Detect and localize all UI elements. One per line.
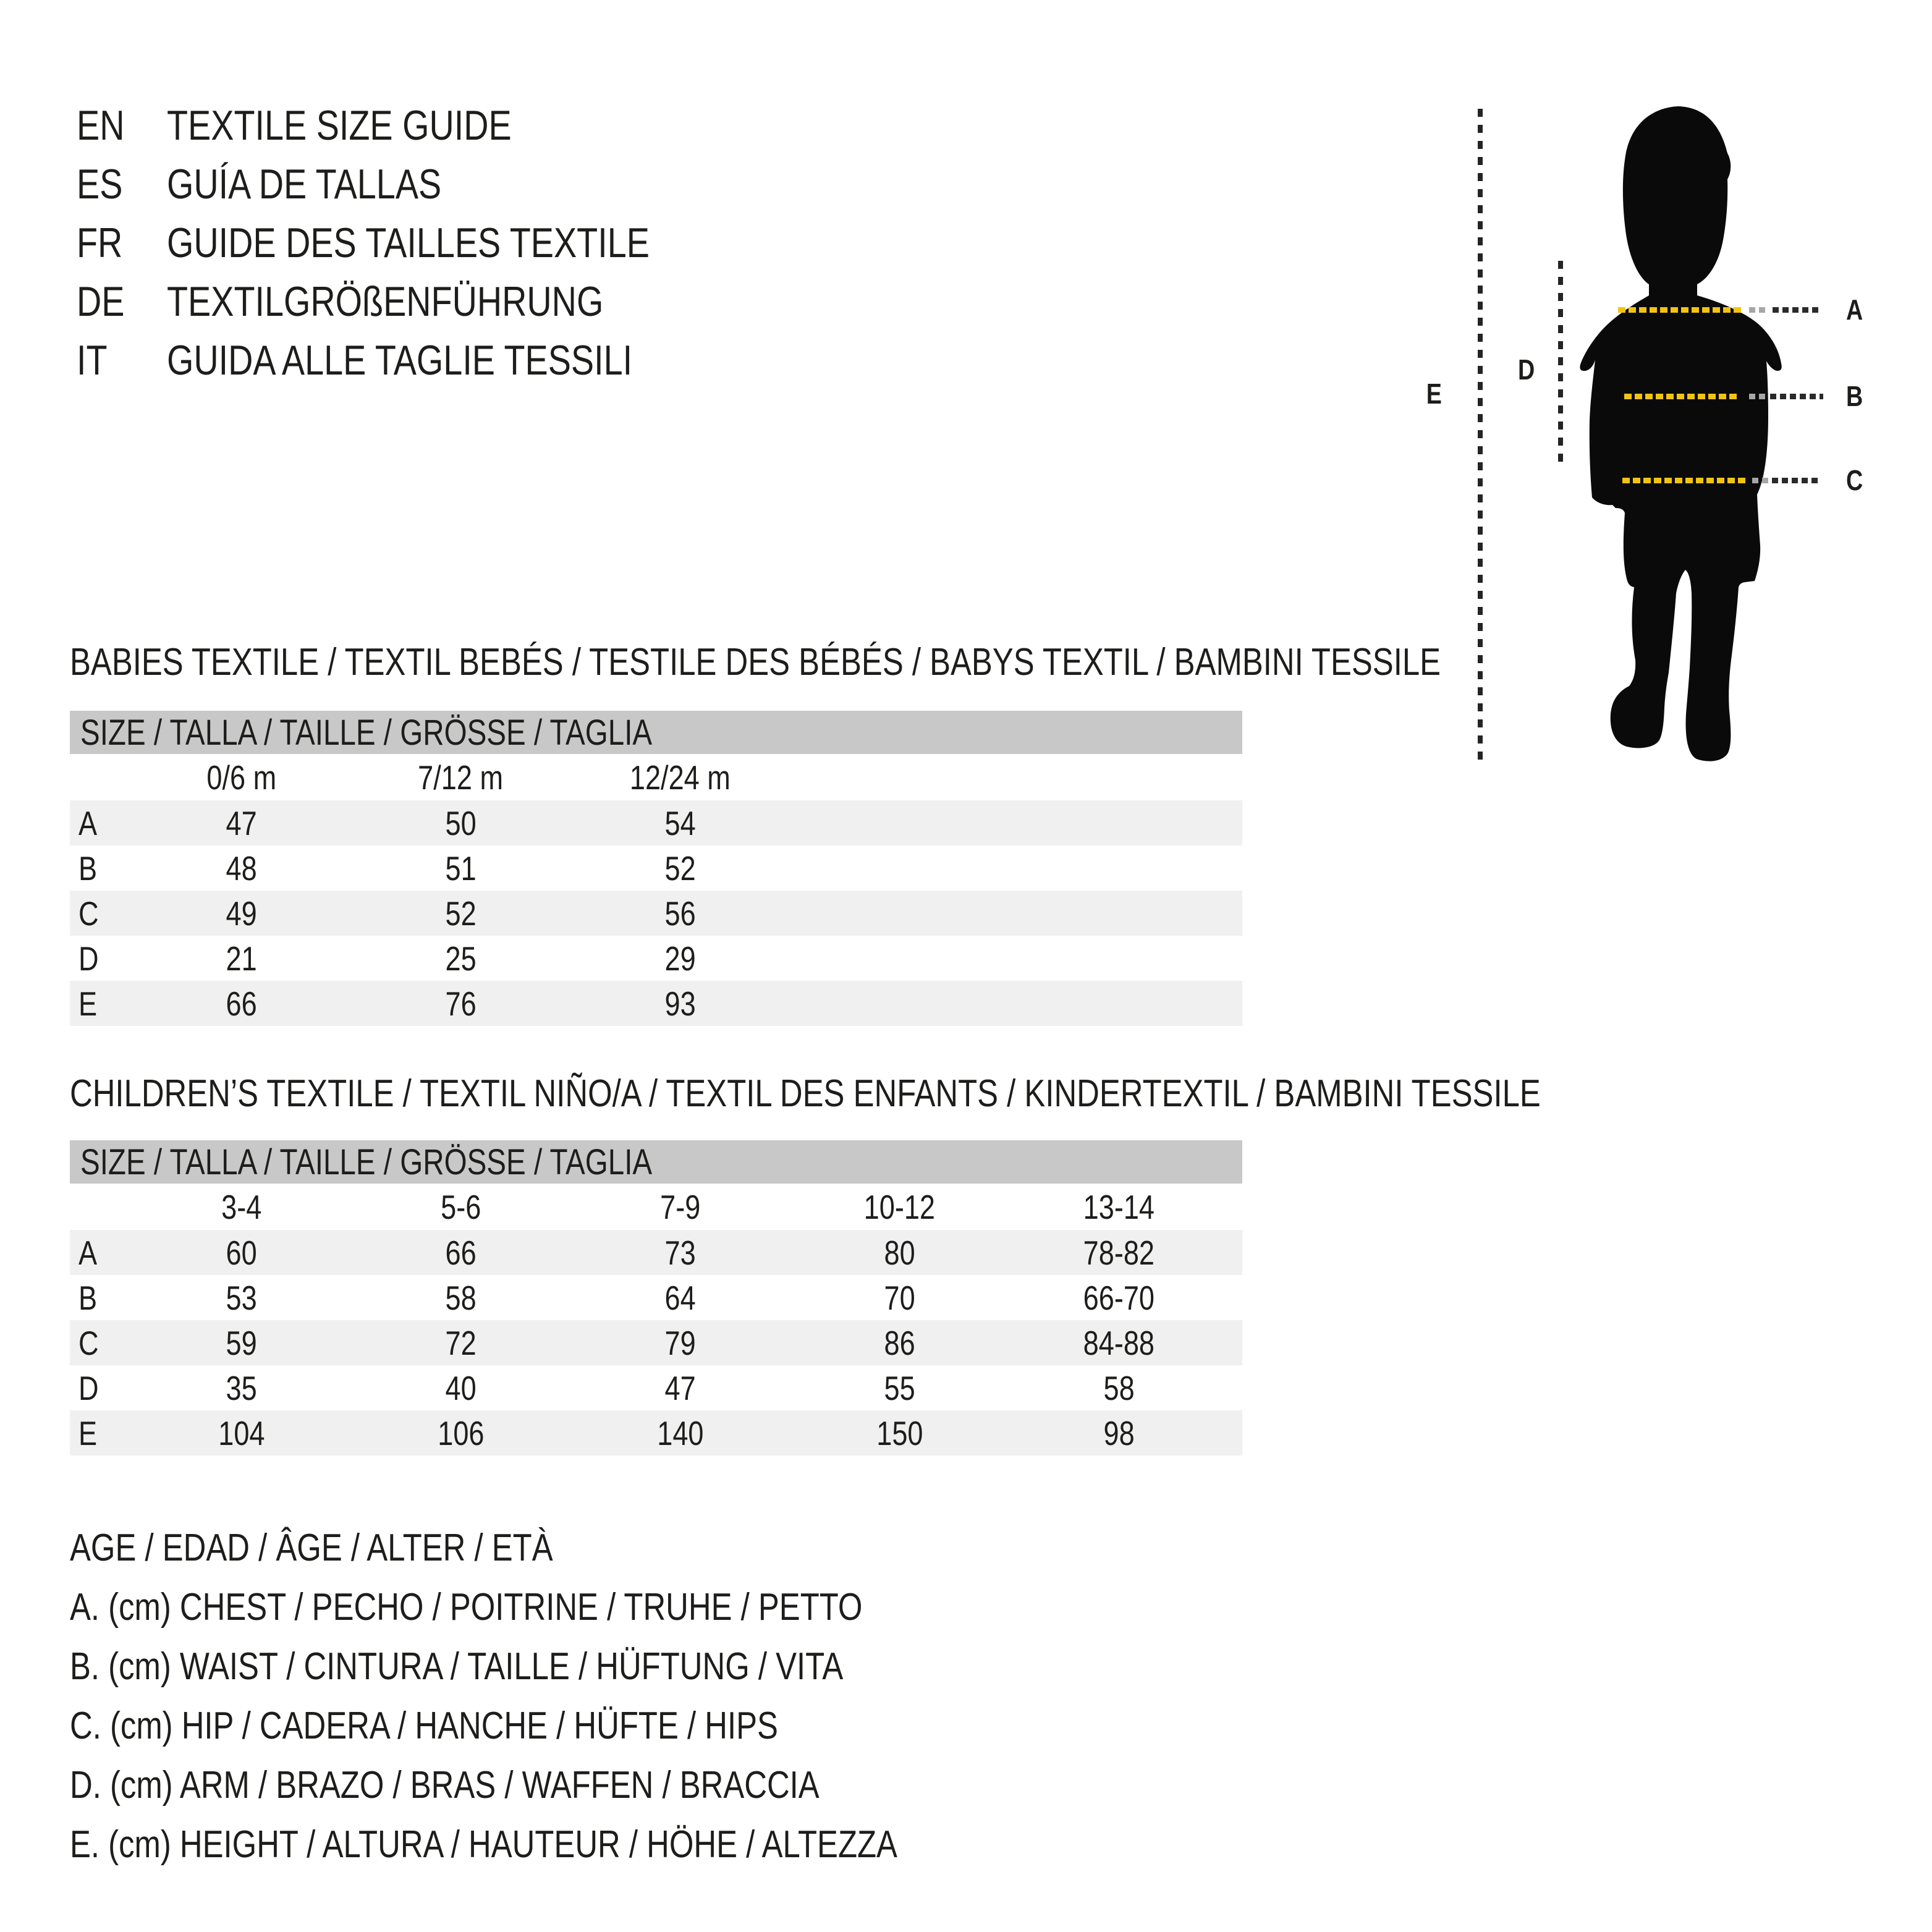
table-cell: 53 [226,1278,257,1317]
chest-line-yellow-dashes [1618,307,1742,313]
children-size-header-band [70,1140,1242,1184]
arm-measure-line-D [1558,261,1563,470]
row-label: D [78,939,99,978]
table-cell: 55 [884,1368,915,1407]
waist-line-dark-dashes [1770,394,1823,399]
hip-line-dark-dashes [1772,478,1821,483]
language-row-es [77,155,755,213]
table-cell: 140 [656,1413,704,1452]
measure-label-hip-C: C [1846,464,1863,496]
table-row [70,891,1242,936]
babies-size-table [70,711,1242,1026]
language-guide-title: TEXTILE SIZE GUIDE [167,101,512,149]
table-cell: 25 [445,939,477,978]
table-row [70,981,1242,1026]
column-header: 5-6 [440,1187,481,1226]
chest-line-gray-dashes [1749,307,1769,313]
language-title-list [77,96,755,389]
column-header: 7-9 [659,1187,701,1226]
size-header-label: SIZE / TALLA / TAILLE / GRÖSSE / TAGLIA [80,712,653,753]
table-cell: 76 [445,984,477,1023]
language-guide-title: GUÍA DE TALLAS [167,160,442,208]
table-cell: 70 [884,1278,915,1317]
children-section-title: CHILDREN’S TEXTILE / TEXTIL NIÑO/A / TEXTIL DES ENFANTS / KINDERTEXTIL / BAMBINI TESSILE [70,1072,1541,1115]
table-cell: 50 [445,803,477,842]
language-guide-title: GUIDA ALLE TAGLIE TESSILI [167,336,633,384]
legend-line-chest: A. (cm) CHEST / PECHO / POITRINE / TRUHE / PETTO [70,1585,863,1629]
waist-line-yellow-dashes [1624,394,1739,399]
table-cell: 84-88 [1083,1323,1155,1362]
children-column-header-row [70,1184,1242,1230]
language-guide-title: TEXTILGRÖßENFÜHRUNG [167,278,604,325]
row-label: C [78,1323,99,1362]
column-header: 0/6 m [206,758,276,797]
table-cell: 48 [226,849,257,888]
table-cell: 59 [226,1323,257,1362]
table-row [70,1320,1242,1365]
legend-line-waist: B. (cm) WAIST / CINTURA / TAILLE / HÜFTUNG / VITA [70,1645,844,1688]
column-header: 10-12 [863,1187,936,1226]
table-cell: 64 [664,1278,696,1317]
table-cell: 79 [664,1323,696,1362]
table-cell: 106 [437,1413,485,1452]
table-cell: 54 [664,803,696,842]
measurement-figure [1403,56,1897,810]
table-cell: 40 [445,1368,477,1407]
table-cell: 66-70 [1083,1278,1155,1317]
chest-line-dark-dashes [1773,307,1822,313]
table-cell: 29 [664,939,696,978]
table-cell: 73 [664,1233,696,1272]
table-cell: 86 [884,1323,915,1362]
legend-line-arm: D. (cm) ARM / BRAZO / BRAS / WAFFEN / BRACCIA [70,1763,820,1807]
language-code: DE [77,278,125,325]
table-cell: 47 [226,803,257,842]
babies-size-header-band [70,711,1242,754]
table-row [70,800,1242,845]
size-header-label: SIZE / TALLA / TAILLE / GRÖSSE / TAGLIA [80,1142,653,1182]
legend-line-age: AGE / EDAD / ÂGE / ALTER / ETÀ [70,1526,553,1569]
column-header: 3-4 [221,1187,262,1226]
language-code: FR [77,219,123,266]
table-cell: 51 [445,849,477,888]
table-cell: 56 [664,894,696,933]
table-cell: 60 [226,1233,257,1272]
table-row [70,1275,1242,1320]
table-cell: 150 [876,1413,923,1452]
measurement-legend [70,1518,1079,1874]
table-cell: 47 [664,1368,696,1407]
table-cell: 93 [664,984,696,1023]
language-row-de [77,272,755,331]
language-row-en [77,96,755,155]
row-label: B [78,1278,98,1317]
row-label: A [78,803,98,842]
column-header: 7/12 m [418,758,504,797]
language-row-it [77,331,755,389]
column-header: 13-14 [1083,1187,1155,1226]
table-row [70,936,1242,981]
hip-line-gray-dashes [1752,478,1769,483]
table-cell: 58 [1103,1368,1135,1407]
row-label: E [78,1413,98,1452]
legend-line-height: E. (cm) HEIGHT / ALTURA / HAUTEUR / HÖHE / ALTEZZA [70,1823,897,1866]
row-label: D [78,1368,99,1407]
row-label: E [78,984,98,1023]
table-row [70,1365,1242,1410]
row-label: C [78,894,99,933]
column-header: 12/24 m [630,758,731,797]
language-code: ES [77,160,123,208]
language-code: EN [77,101,125,149]
measure-label-chest-A: A [1846,294,1863,326]
measure-label-arm-D: D [1518,354,1535,386]
table-cell: 78-82 [1083,1233,1155,1272]
measure-label-waist-B: B [1846,380,1863,412]
table-cell: 72 [445,1323,477,1362]
table-cell: 21 [226,939,257,978]
table-cell: 58 [445,1278,477,1317]
hip-line-yellow-dashes [1622,478,1746,483]
row-label: B [78,849,98,888]
table-cell: 104 [218,1413,265,1452]
table-row [70,845,1242,891]
table-cell: 52 [664,849,696,888]
children-size-table [70,1140,1242,1455]
waist-line-gray-dashes [1749,394,1768,399]
table-cell: 35 [226,1368,257,1407]
table-cell: 66 [445,1233,477,1272]
table-cell: 66 [226,984,257,1023]
table-cell: 52 [445,894,477,933]
language-row-fr [77,213,755,272]
language-guide-title: GUIDE DES TAILLES TEXTILE [167,219,650,266]
row-label: A [78,1233,98,1272]
measure-label-height-E: E [1426,378,1442,410]
table-cell: 98 [1103,1413,1135,1452]
legend-line-hip: C. (cm) HIP / CADERA / HANCHE / HÜFTE / HIPS [70,1704,778,1747]
table-cell: 80 [884,1233,915,1272]
babies-column-header-row [70,754,1242,800]
babies-section-title: BABIES TEXTILE / TEXTIL BEBÉS / TESTILE DES BÉBÉS / BABYS TEXTIL / BAMBINI TESSILE [70,641,1441,684]
table-row [70,1230,1242,1275]
table-row [70,1410,1242,1455]
language-code: IT [77,336,108,384]
table-cell: 49 [226,894,257,933]
